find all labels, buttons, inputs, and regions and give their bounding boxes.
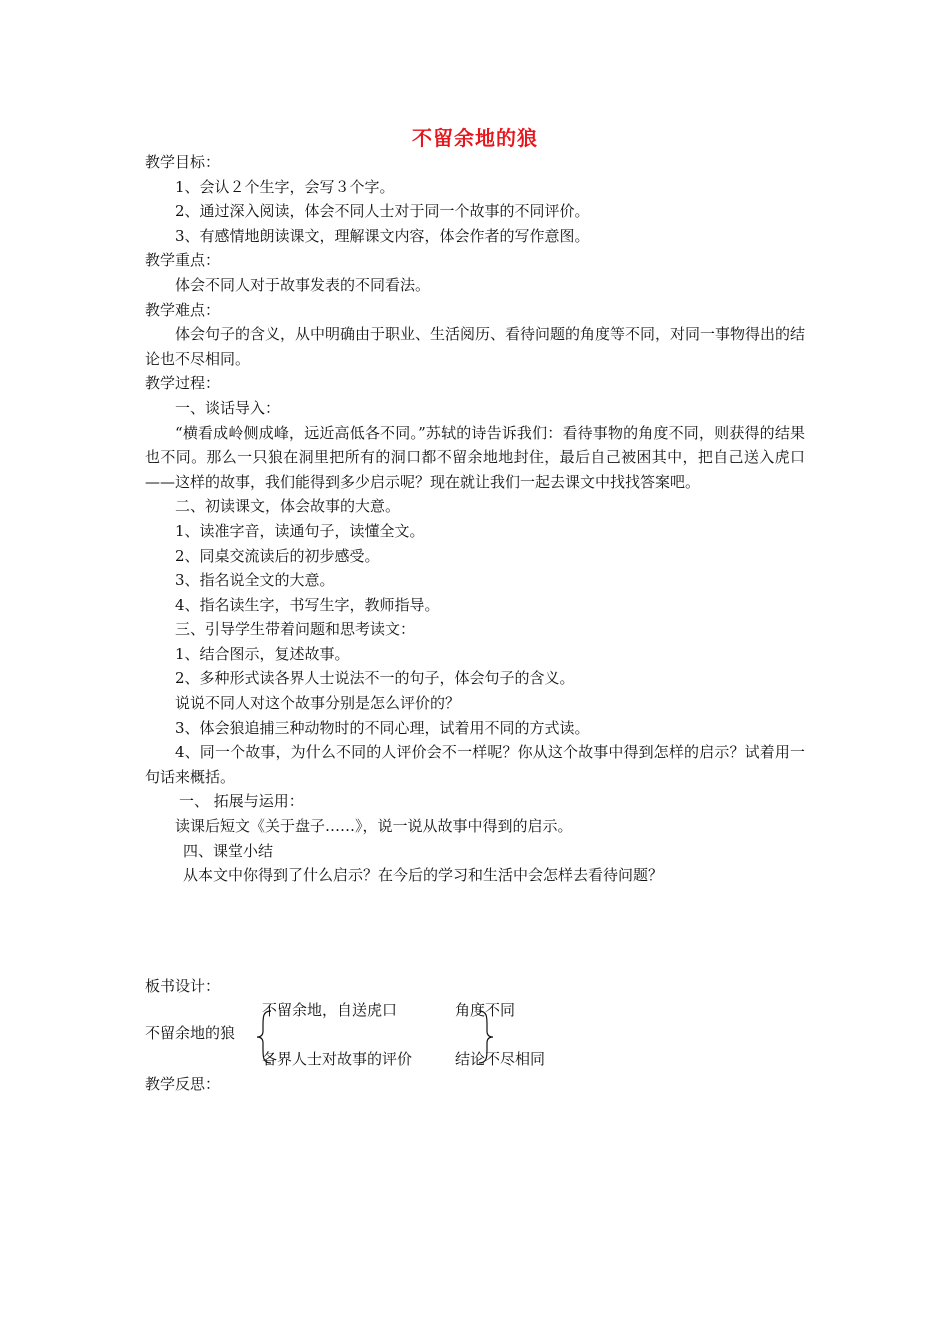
board-left-bottom: 各界人士对故事的评价 — [262, 1050, 413, 1068]
step-3-item-2: 2、多种形式读各界人士说法不一的句子，体会句子的含义。 — [175, 669, 575, 688]
board-right-bottom: 结论不尽相同 — [455, 1050, 546, 1068]
step-2-item-1: 1、读准字音，读通句子，读懂全文。 — [175, 521, 425, 540]
board-heading: 板书设计： — [145, 977, 221, 995]
page-title: 不留余地的狼 — [412, 126, 538, 150]
heading-key-points: 教学重点： — [145, 251, 221, 270]
step-2-item-2: 2、同桌交流读后的初步感受。 — [175, 546, 380, 565]
summary-heading: 四、课堂小结 — [183, 841, 274, 860]
board-left-top: 不留余地，自送虎口 — [262, 1001, 398, 1019]
heading-process: 教学过程： — [145, 374, 221, 393]
board-right-top: 角度不同 — [455, 1001, 516, 1019]
objective-2: 2、通过深入阅读，体会不同人士对于同一个故事的不同评价。 — [175, 202, 590, 221]
step-2-item-4: 4、指名读生字，书写生字，教师指导。 — [175, 595, 440, 614]
objective-1: 1、会认２个生字，会写３个字。 — [175, 177, 395, 196]
step-3-item-3: 3、体会狼追捕三种动物时的不同心理，试着用不同的方式读。 — [175, 718, 590, 737]
reflection-heading: 教学反思： — [145, 1075, 221, 1093]
heading-difficulties: 教学难点： — [145, 300, 221, 319]
extension-heading: 一、 拓展与运用： — [179, 792, 304, 811]
heading-objectives: 教学目标： — [145, 153, 221, 171]
step-3-note: 说说不同人对这个故事分别是怎么评价的？ — [175, 694, 461, 713]
key-point-text: 体会不同人对于故事发表的不同看法。 — [175, 275, 431, 294]
step-1-heading: 一、谈话导入： — [175, 398, 281, 417]
objective-3: 3、有感情地朗读课文，理解课文内容，体会作者的写作意图。 — [175, 226, 590, 245]
step-1-paragraph: “横看成岭侧成峰，远近高低各不同。”苏轼的诗告诉我们：看待事物的角度不同，则获得的结果也不同。那么一只狼在洞里把所有的洞口都不留余地地封住，最后自己被困其中，把自己送入虎口——这样的故事，我们能得到多少启示呢？现在就让我们一起去课文中找找答案吧。 — [145, 423, 805, 491]
step-3-item-1: 1、结合图示，复述故事。 — [175, 644, 350, 663]
step-2-item-3: 3、指名说全文的大意。 — [175, 571, 335, 590]
step-3-heading: 三、引导学生带着问题和思考读文： — [175, 620, 416, 639]
extension-text: 读课后短文《关于盘子……》，说一说从故事中得到的启示。 — [175, 817, 573, 836]
summary-text: 从本文中你得到了什么启示？在今后的学习和生活中会怎样去看待问题？ — [183, 866, 664, 885]
step-2-heading: 二、初读课文，体会故事的大意。 — [175, 497, 401, 516]
board-design — [145, 977, 645, 1075]
step-3-item-4: 4、同一个故事，为什么不同的人评价会不一样呢？你从这个故事中得到怎样的启示？试着用一句话来概括。 — [145, 743, 805, 786]
lesson-plan-body — [145, 150, 805, 888]
board-topic: 不留余地的狼 — [145, 1024, 236, 1042]
difficulty-text: 体会句子的含义，从中明确由于职业、生活阅历、看待问题的角度等不同，对同一事物得出的结论也不尽相同。 — [145, 325, 806, 368]
right-brace-icon — [477, 1009, 495, 1065]
